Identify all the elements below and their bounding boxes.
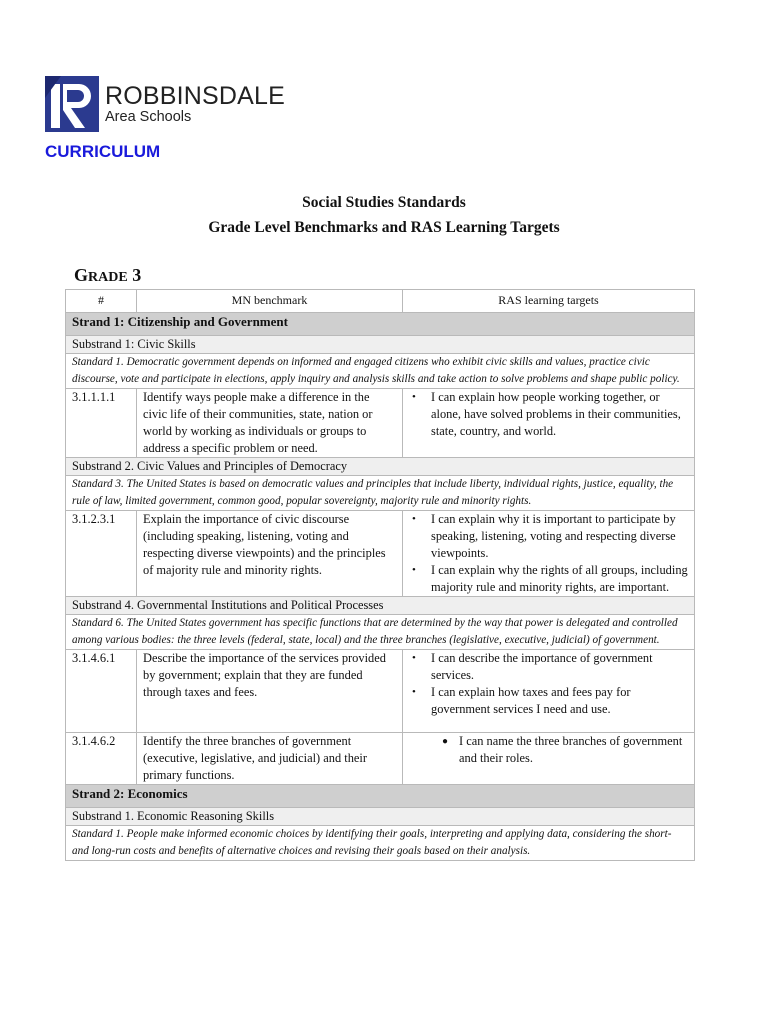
grade-number: 3 (132, 265, 142, 285)
learning-targets (403, 733, 695, 785)
doc-subtitle: Grade Level Benchmarks and RAS Learning Targets (208, 219, 560, 236)
col-number: # (66, 290, 137, 313)
target-item: • I can explain why it is important to participate by speaking, listening, voting and respecting diverse viewpoints. (431, 511, 688, 562)
col-targets: RAS learning targets (403, 290, 695, 313)
strand-row (66, 313, 695, 336)
standard-row (66, 354, 695, 389)
table-row (66, 733, 695, 785)
benchmark-number: 3.1.2.3.1 (66, 511, 137, 597)
substrand-title: Substrand 2. Civic Values and Principles of Democracy (66, 458, 695, 476)
benchmark-text: Explain the importance of civic discourse (including speaking, listening, voting and respecting diverse viewpoints) and the principles of majority rule and minority rights. (137, 511, 403, 597)
substrand-row (66, 336, 695, 354)
benchmark-number: 3.1.1.1.1 (66, 389, 137, 458)
grade-letter: G (74, 265, 89, 285)
benchmark-text: Identify ways people make a difference in the civic life of their communities, state, nation or world by working as individuals or groups to address a specific problem or need. (137, 389, 403, 458)
logo-subtitle: Area Schools (105, 109, 192, 125)
standards-table (65, 289, 695, 861)
substrand-title: Substrand 4. Governmental Institutions and Political Processes (66, 597, 695, 615)
standard-row (66, 476, 695, 511)
learning-targets (403, 650, 695, 733)
standard-row (66, 615, 695, 650)
benchmark-text: Identify the three branches of government (executive, legislative, and judicial) and their primary functions. (137, 733, 403, 785)
logo-name: ROBBINSDALE (105, 82, 286, 110)
learning-targets (403, 511, 695, 597)
section-label: CURRICULUM (45, 142, 161, 161)
standard-text: Standard 1. People make informed economic choices by identifying their goals, interpreting and applying data, considering the short-and long-run costs and benefits of alternative choices and revising their goals based on their analysis. (66, 826, 695, 861)
grade-heading (74, 265, 141, 286)
substrand-title: Substrand 1: Civic Skills (66, 336, 695, 354)
standard-text: Standard 1. Democratic government depends on informed and engaged citizens who exhibit civic skills and values, practice civic discourse, vote and participate in elections, apply inquiry and analysis skills and take action to solve problems and shape public policy. (66, 354, 695, 389)
logo-mark-icon (45, 76, 99, 132)
benchmark-text: Describe the importance of the services provided by government; explain that they are funded through taxes and fees. (137, 650, 403, 733)
strand-row (66, 785, 695, 808)
standard-row (66, 826, 695, 861)
col-benchmark: MN benchmark (137, 290, 403, 313)
substrand-row (66, 458, 695, 476)
district-logo (45, 76, 286, 132)
table-header-row (66, 290, 695, 313)
learning-targets (403, 389, 695, 458)
target-item: • I can explain how people working together, or alone, have solved problems in their communities, state, country, and world. (431, 389, 688, 440)
table-row (66, 389, 695, 458)
standard-text: Standard 6. The United States government has specific functions that are determined by the way that power is delegated and controlled among various bodies: the three levels (federal, state, local) and the three branches (legislative, executive, judicial) of government. (66, 615, 695, 650)
target-item: • I can describe the importance of government services. (431, 650, 688, 684)
substrand-title: Substrand 1. Economic Reasoning Skills (66, 808, 695, 826)
benchmark-number: 3.1.4.6.1 (66, 650, 137, 733)
doc-title: Social Studies Standards (302, 194, 466, 211)
substrand-row (66, 597, 695, 615)
substrand-row (66, 808, 695, 826)
strand-title: Strand 2: Economics (66, 785, 695, 808)
standard-text: Standard 3. The United States is based on democratic values and principles that include liberty, individual rights, justice, equality, the rule of law, limited government, common good, popular sovereignty, majority rule and minority rights. (66, 476, 695, 511)
target-item: • I can explain why the rights of all groups, including majority rule and minority rights, are important. (431, 562, 688, 596)
target-item: ● I can name the three branches of government and their roles. (459, 733, 688, 767)
grade-word: RADE (88, 270, 128, 285)
target-item: • I can explain how taxes and fees pay for government services I need and use. (431, 684, 688, 718)
benchmark-number: 3.1.4.6.2 (66, 733, 137, 785)
table-row (66, 511, 695, 597)
table-row (66, 650, 695, 733)
strand-title: Strand 1: Citizenship and Government (66, 313, 695, 336)
